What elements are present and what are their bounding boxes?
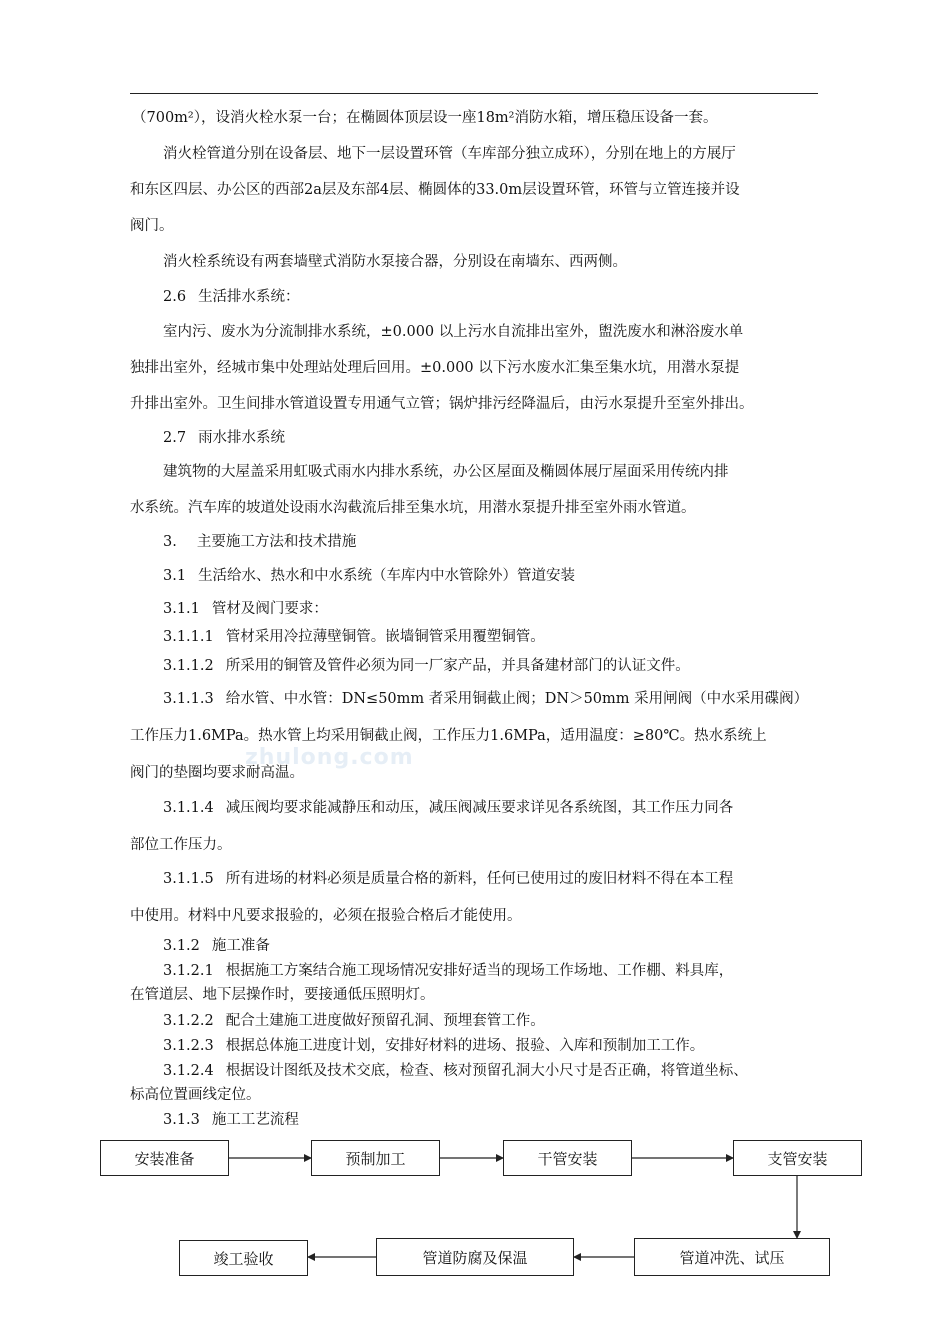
section-title: 施工工艺流程 — [211, 1112, 299, 1128]
flow-step-flush-test: 管道冲洗、试压 — [634, 1238, 830, 1276]
paragraph-line: 水系统。汽车库的坡道处设雨水沟截流后排至集水坑，用潜水泵提升排至室外雨水管道。 — [130, 500, 696, 516]
paragraph-line: 升排出室外。卫生间排水管道设置专用通气立管；锅炉排污经降温后，由污水泵提升至室外排出。 — [130, 396, 754, 412]
flow-step-branch-pipe: 支管安装 — [733, 1140, 862, 1176]
section-title: 主要施工方法和技术措施 — [196, 534, 357, 550]
flow-step-main-pipe: 干管安装 — [503, 1140, 632, 1176]
paragraph-line: 阀门的垫圈均要求耐高温。 — [130, 765, 304, 781]
item-text: 配合土建施工进度做好预留孔洞、预埋套管工作。 — [225, 1013, 545, 1029]
item-number: 3.1.1.2 — [163, 658, 214, 674]
item-text: 根据总体施工进度计划，安排好材料的进场、报验、入库和预制加工工作。 — [225, 1038, 705, 1054]
section-number: 3.1.1 — [163, 601, 200, 617]
section-title: 管材及阀门要求： — [211, 601, 328, 617]
paragraph-line: 标高位置画线定位。 — [130, 1087, 261, 1103]
item-text: 根据设计图纸及技术交底，检查、核对预留孔洞大小尺寸是否正确，将管道坐标、 — [225, 1063, 748, 1079]
section-number: 2.7 — [163, 430, 187, 446]
paragraph-line: （700m²），设消火栓水泵一台；在椭圆体顶层设一座18m²消防水箱，增压稳压设备一套。 — [132, 110, 718, 126]
item-number: 3.1.1.5 — [163, 871, 214, 887]
paragraph-line: 部位工作压力。 — [130, 837, 232, 853]
section-number: 3.1 — [163, 568, 187, 584]
item-text: 所采用的铜管及管件必须为同一厂家产品，并具备建材部门的认证文件。 — [225, 658, 690, 674]
section-number: 2.6 — [163, 289, 187, 305]
item-text: 根据施工方案结合施工现场情况安排好适当的现场工作场地、工作棚、料具库， — [225, 963, 734, 979]
item-number: 3.1.1.3 — [163, 691, 214, 707]
section-title: 生活给水、热水和中水系统（车库内中水管除外）管道安装 — [198, 568, 576, 584]
section-title: 生活排水系统： — [198, 289, 300, 305]
flow-step-prefabrication: 预制加工 — [311, 1140, 440, 1176]
paragraph-line: 阀门。 — [130, 218, 174, 234]
paragraph-line: 建筑物的大屋盖采用虹吸式雨水内排水系统，办公区屋面及椭圆体展厅屋面采用传统内排 — [163, 464, 729, 480]
flow-step-anticorrosion: 管道防腐及保温 — [376, 1238, 574, 1276]
section-title: 雨水排水系统 — [198, 430, 286, 446]
flow-step-install-prep: 安装准备 — [100, 1140, 229, 1176]
section-number: 3.1.2 — [163, 938, 200, 954]
item-text: 所有进场的材料必须是质量合格的新料，任何已使用过的废旧材料不得在本工程 — [225, 871, 734, 887]
section-number: 3. — [163, 534, 177, 550]
paragraph-line: 在管道层、地下层操作时，要接通低压照明灯。 — [130, 987, 435, 1003]
paragraph-line: 中使用。材料中凡要求报验的，必须在报验合格后才能使用。 — [130, 908, 522, 924]
flow-step-acceptance: 竣工验收 — [179, 1240, 308, 1276]
item-number: 3.1.2.2 — [163, 1013, 214, 1029]
item-number: 3.1.2.3 — [163, 1038, 214, 1054]
paragraph-line: 室内污、废水为分流制排水系统，±0.000 以上污水自流排出室外，盥洗废水和淋浴废水单 — [163, 324, 744, 340]
paragraph-line: 工作压力1.6MPa。热水管上均采用铜截止阀，工作压力1.6MPa，适用温度：≥80℃。热水系统上 — [130, 728, 767, 744]
section-number: 3.1.3 — [163, 1112, 200, 1128]
paragraph-line: 和东区四层、办公区的西部2a层及东部4层、椭圆体的33.0m层设置环管，环管与立管连接并设 — [130, 182, 740, 198]
item-text: 管材采用冷拉薄壁铜管。嵌墙铜管采用覆塑铜管。 — [225, 629, 545, 645]
item-number: 3.1.1.1 — [163, 629, 214, 645]
watermark: zhulong.com — [245, 745, 414, 770]
item-text: 给水管、中水管：DN≤50mm 者采用铜截止阀；DN＞50mm 采用闸阀（中水采用碟阀） — [225, 691, 809, 707]
item-number: 3.1.1.4 — [163, 800, 214, 816]
item-number: 3.1.2.4 — [163, 1063, 214, 1079]
item-text: 减压阀均要求能减静压和动压，减压阀减压要求详见各系统图，其工作压力同各 — [225, 800, 734, 816]
paragraph-line: 消火栓系统设有两套墙壁式消防水泵接合器，分别设在南墙东、西两侧。 — [163, 254, 627, 270]
paragraph-line: 独排出室外，经城市集中处理站处理后回用。±0.000 以下污水废水汇集至集水坑，用潜水泵提 — [130, 360, 740, 376]
paragraph-line: 消火栓管道分别在设备层、地下一层设置环管（车库部分独立成环），分别在地上的方展厅 — [163, 146, 736, 162]
section-title: 施工准备 — [211, 938, 270, 954]
item-number: 3.1.2.1 — [163, 963, 214, 979]
